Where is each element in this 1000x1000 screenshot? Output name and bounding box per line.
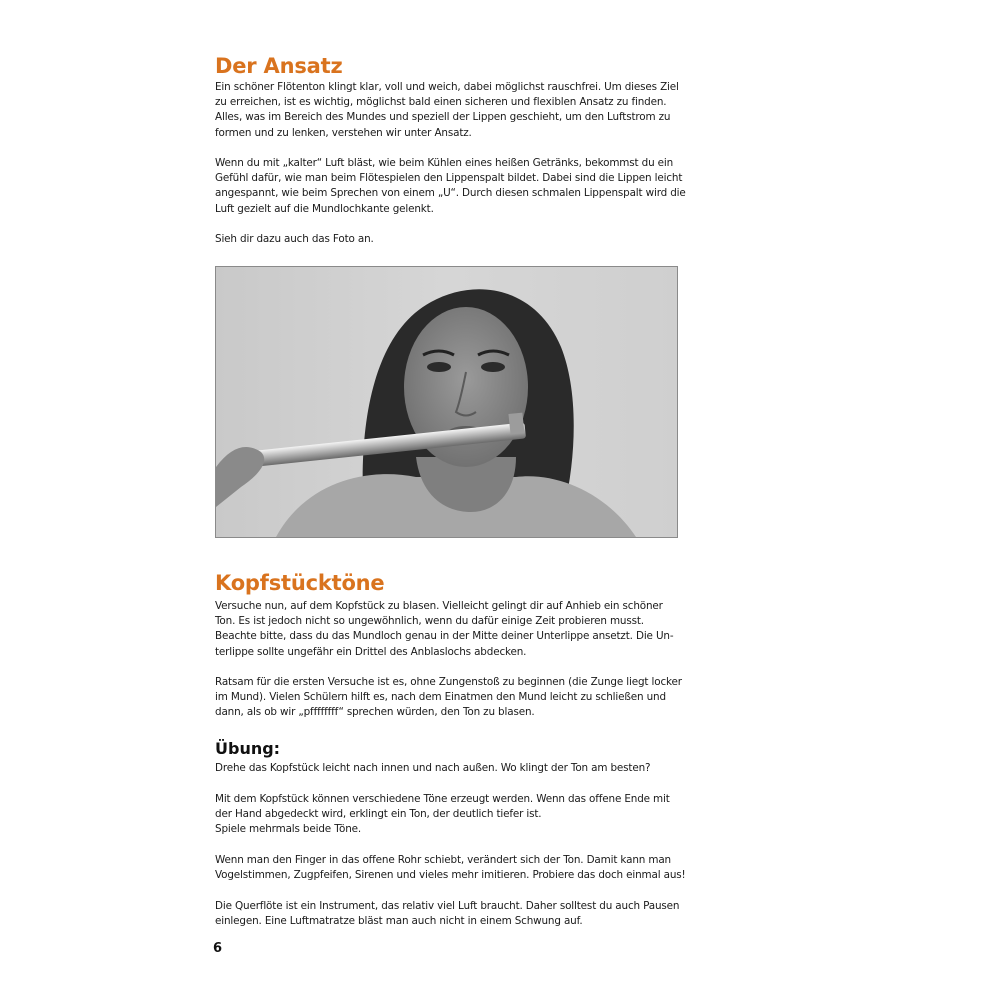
paragraph-exercise-3 [215, 853, 686, 883]
text-line: Beachte bitte, dass du das Mundloch genau in der Mitte deiner Unterlippe ansetzt. Die Un- [215, 630, 674, 643]
flute-player-photo [215, 266, 678, 538]
text-line: angespannt, wie beim Sprechen von einem „U“. Durch diesen schmalen Lippenspalt wird die [215, 187, 686, 200]
text-line: Versuche nun, auf dem Kopfstück zu blasen. Vielleicht gelingt dir auf Anhieb ein schöner [215, 600, 663, 612]
text-line: Ratsam für die ersten Versuche ist es, ohne Zungenstoß zu beginnen (die Zunge liegt locker [215, 676, 682, 688]
text-line: einlegen. Eine Luftmatratze bläst man auch nicht in einem Schwung auf. [215, 915, 583, 928]
paragraph-kopfstueck-1 [215, 599, 678, 660]
photo-illustration [216, 267, 677, 537]
text-line: der Hand abgedeckt wird, erklingt ein Ton, der deutlich tiefer ist. [215, 808, 542, 821]
paragraph-exercise-4 [215, 899, 678, 929]
text-line: Wenn du mit „kalter“ Luft bläst, wie beim Kühlen eines heißen Getränks, bekommst du ein [215, 157, 674, 169]
text-line: Drehe das Kopfstück leicht nach innen und nach außen. Wo klingt der Ton am besten? [215, 762, 651, 774]
text-line: zu erreichen, ist es wichtig, möglichst bald einen sicheren und flexiblen Ansatz zu finden. [215, 96, 667, 109]
text-line: Alles, was im Bereich des Mundes und speziell der Lippen geschieht, um den Luftstrom zu [215, 111, 671, 124]
paragraph-ansatz-2 [215, 156, 686, 217]
paragraph-ansatz-3 [215, 232, 678, 247]
text-line: Sieh dir dazu auch das Foto an. [215, 233, 374, 245]
text-line: Gefühl dafür, wie man beim Flötespielen den Lippenspalt bildet. Dabei sind die Lippen leicht [215, 172, 683, 185]
text-line: Mit dem Kopfstück können verschiedene Töne erzeugt werden. Wenn das offene Ende mit [215, 793, 670, 805]
text-line: Ein schöner Flötenton klingt klar, voll und weich, dabei möglichst rauschfrei. Um dieses Ziel [215, 81, 679, 93]
section-title-kopfstuecktoene: Kopfstücktöne [215, 571, 385, 595]
paragraph-exercise-2 [215, 792, 678, 838]
text-line: im Mund). Vielen Schülern hilft es, nach dem Einatmen den Mund leicht zu schließen und [215, 691, 666, 704]
text-line: formen und zu lenken, verstehen wir unter Ansatz. [215, 126, 472, 139]
page-number: 6 [213, 941, 223, 956]
text-line: Luft gezielt auf die Mundlochkante gelenkt. [215, 202, 434, 215]
text-line: Wenn man den Finger in das offene Rohr schiebt, verändert sich der Ton. Damit kann man [215, 854, 671, 866]
paragraph-ansatz-1 [215, 80, 678, 141]
text-line: Vogelstimmen, Zugpfeifen, Sirenen und vieles mehr imitieren. Probiere das doch einmal aus! [215, 869, 686, 882]
text-line: Ton. Es ist jedoch nicht so ungewöhnlich, wenn du dafür einige Zeit probieren musst. [215, 615, 644, 628]
paragraph-exercise-1 [215, 761, 678, 776]
text-line: Spiele mehrmals beide Töne. [215, 823, 362, 836]
section-title-ansatz: Der Ansatz [215, 54, 343, 78]
text-line: dann, als ob wir „pffffffff“ sprechen würden, den Ton zu blasen. [215, 706, 535, 719]
text-line: Die Querflöte ist ein Instrument, das relativ viel Luft braucht. Daher solltest du auch Pausen [215, 900, 680, 912]
paragraph-kopfstueck-2 [215, 675, 682, 721]
exercise-title: Übung: [215, 739, 281, 758]
text-line: terlippe sollte ungefähr ein Drittel des Anblaslochs abdecken. [215, 645, 527, 658]
